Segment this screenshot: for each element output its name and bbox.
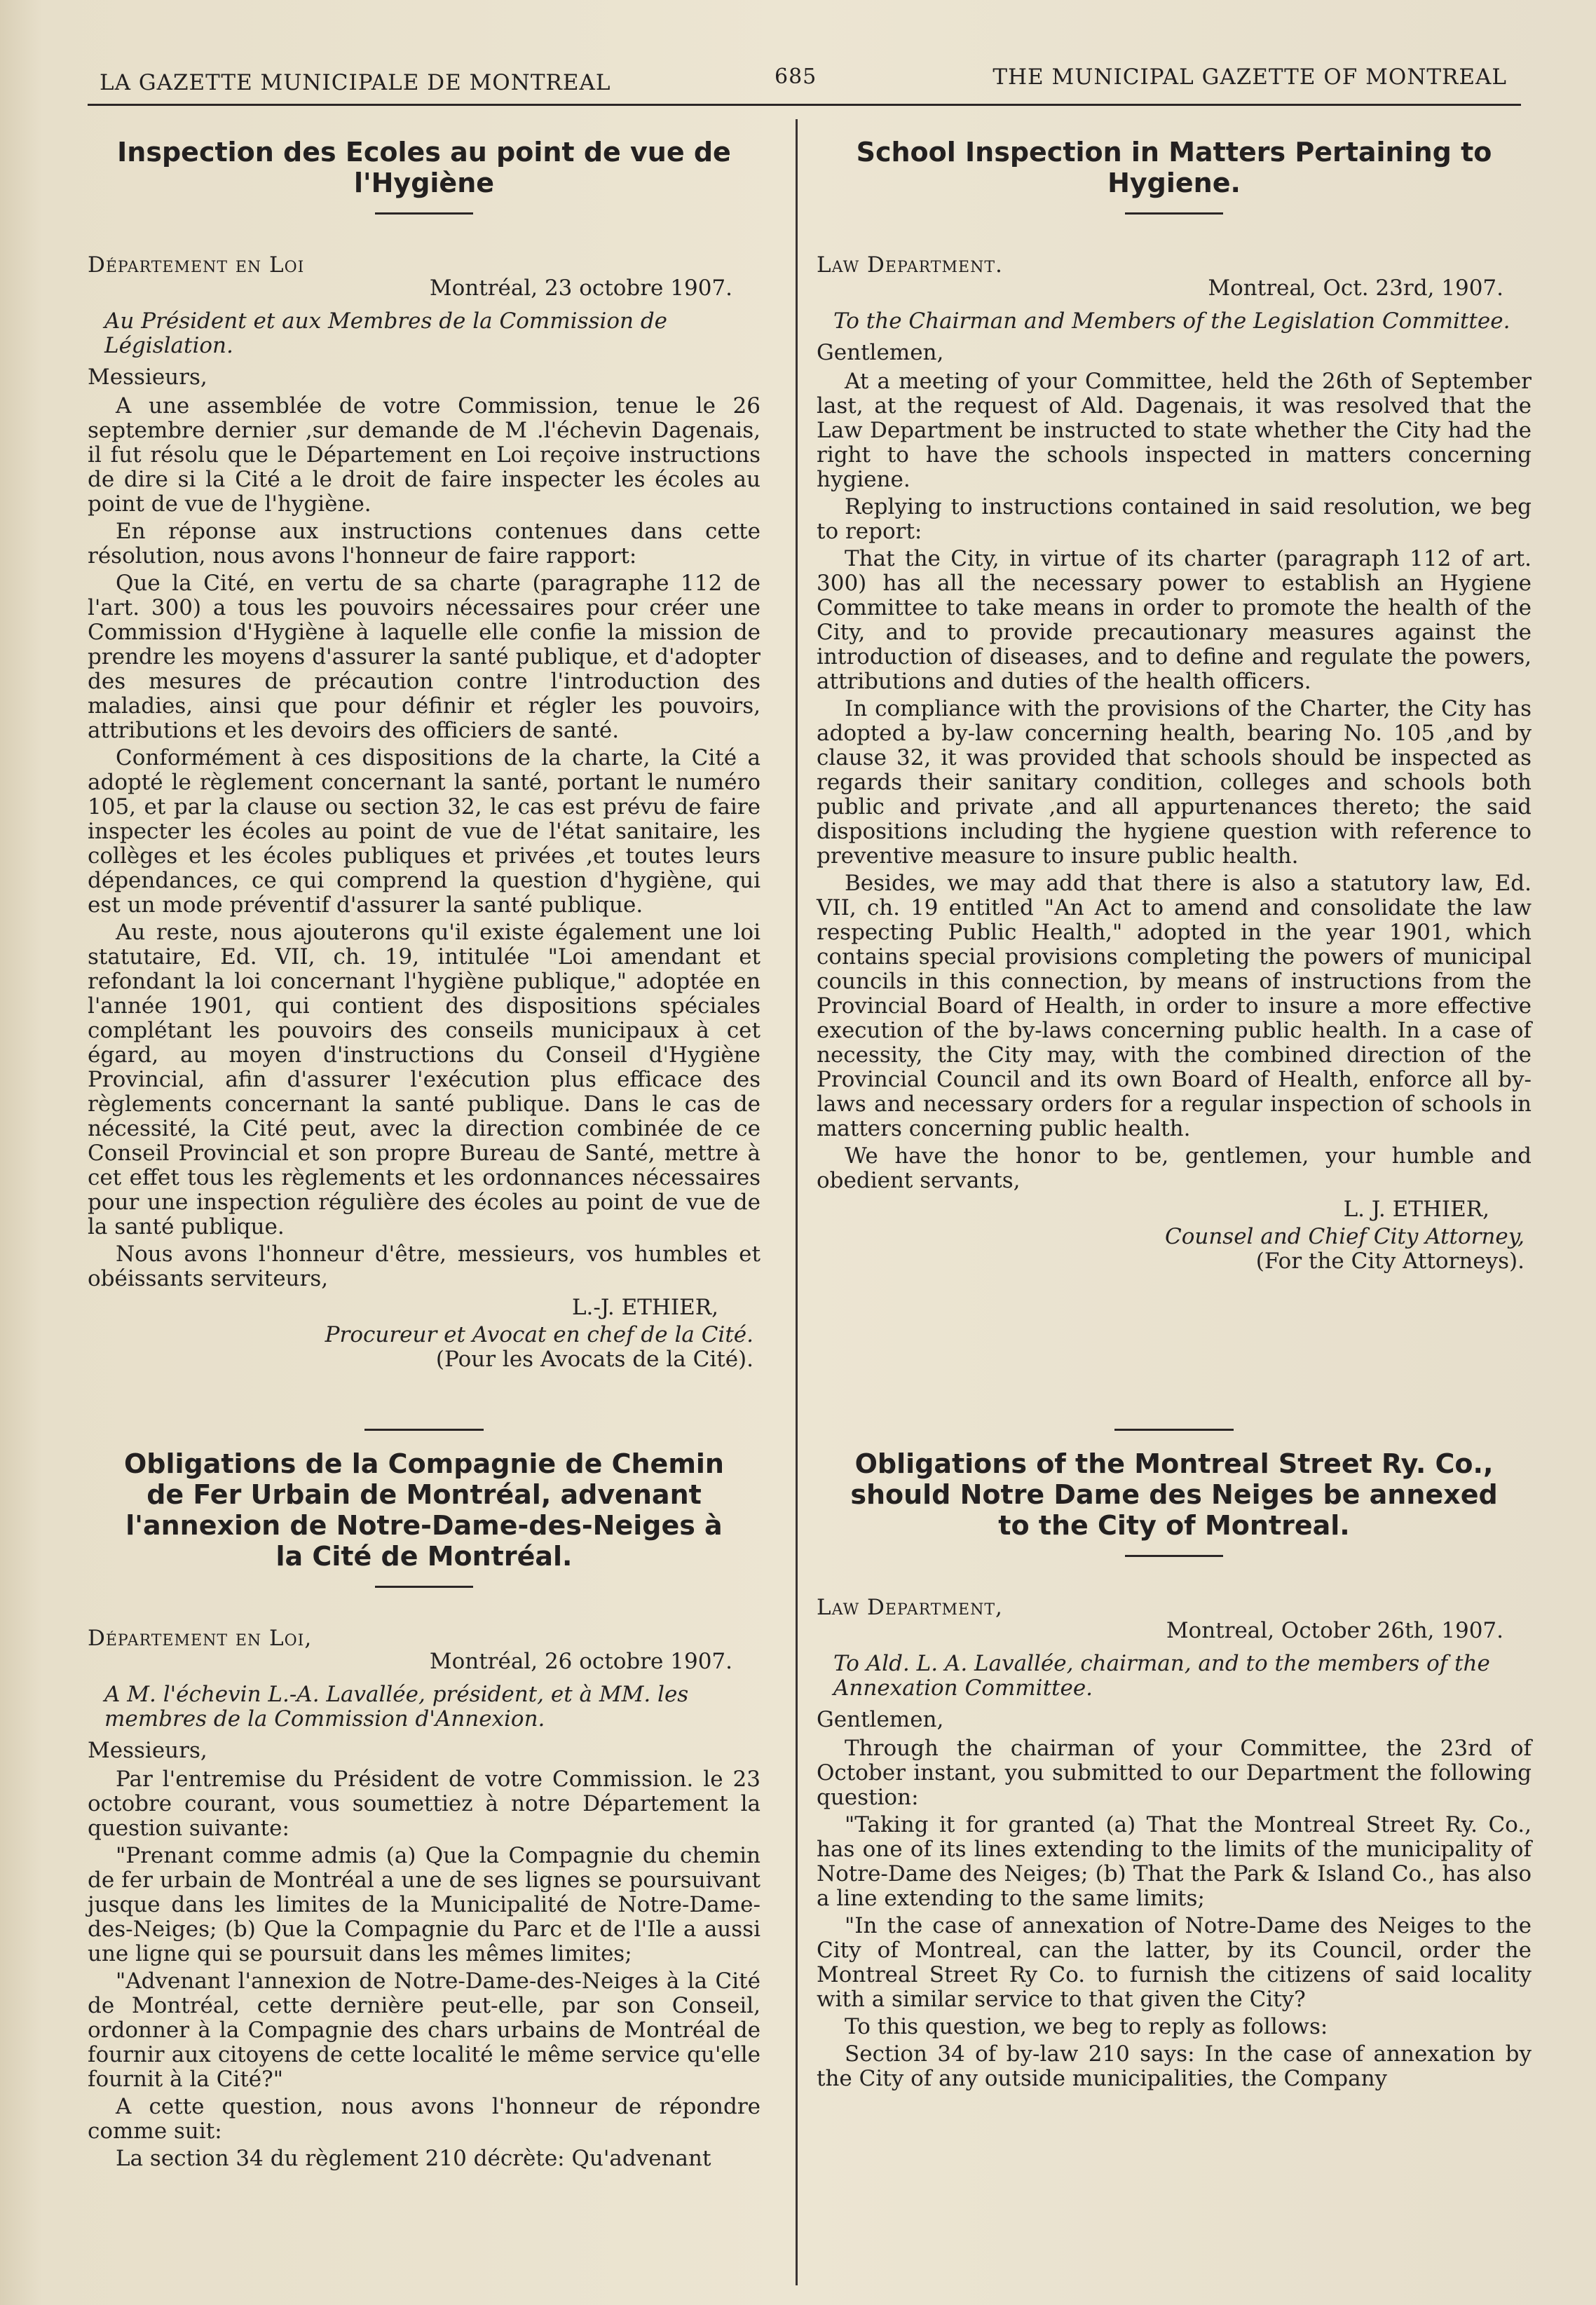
- title-rule: [375, 1586, 473, 1588]
- signature-title: Procureur et Avocat en chef de la Cité.: [325, 1322, 753, 1347]
- paragraph: At a meeting of your Committee, held the 26th of September last, at the request of Ald. Dagenais, it was resolved that the Law Department be instructed to state whether the City had the right to have the schools inspected in matters concerning hygiene.: [817, 369, 1532, 492]
- article-date: Montreal, Oct. 23rd, 1907.: [1208, 276, 1503, 301]
- article-date: Montréal, 26 octobre 1907.: [429, 1649, 732, 1674]
- header-rule: [88, 104, 1521, 106]
- page-header: [91, 64, 1507, 107]
- signature-title: Counsel and Chief City Attorney,: [1164, 1224, 1525, 1249]
- article-title: Obligations of the Montreal Street Ry. Co., should Notre Dame des Neiges be annexed to the City of Montreal.: [850, 1448, 1498, 1541]
- address-line: To the Chairman and Members of the Legislation Committee.: [833, 308, 1510, 334]
- article-date: Montreal, October 26th, 1907.: [1166, 1618, 1503, 1643]
- paragraph: We have the honor to be, gentlemen, your humble and obedient servants,: [817, 1143, 1532, 1193]
- article-title: School Inspection in Matters Pertaining to Hygiene.: [856, 137, 1492, 198]
- paragraph: Through the chairman of your Committee, the 23rd of October instant, you submitted to our Department the following question:: [817, 1736, 1532, 1810]
- department-label: Département en Loi,: [88, 1626, 313, 1651]
- english-article-2: [817, 1448, 1532, 2091]
- paragraph: La section 34 du règlement 210 décrète: Qu'advenant: [116, 2146, 711, 2171]
- french-article-1: [88, 137, 761, 1409]
- paragraph: To this question, we beg to reply as follows:: [845, 2014, 1328, 2039]
- signature-note: (For the City Attorneys).: [1255, 1249, 1525, 1274]
- department-label: Law Department.: [817, 252, 1003, 278]
- paragraph: A une assemblée de votre Commission, tenue le 26 septembre dernier ,sur demande de M .l'échevin Dagenais, il fut résolu que le Département en Loi reçoive instructions de dire si la Cité a le droit de faire inspecter les écoles au point de vue de l'hygiène.: [88, 393, 761, 517]
- paragraph: In compliance with the provisions of the Charter, the City has adopted a by-law concerning health, bearing No. 105 ,and by clause 32, it was provided that schools should be inspected as regards their sanitary condition, colleges and schools both public and private ,and all appurtenances thereto; the said dispositions including the hygiene question with reference to preventive measure to insure public health.: [817, 696, 1532, 869]
- title-rule: [375, 212, 473, 215]
- paragraph: Par l'entremise du Président de votre Commission. le 23 octobre courant, vous soumettiez à notre Département la question suivante:: [88, 1767, 761, 1841]
- paragraph: Au reste, nous ajouterons qu'il existe également une loi statutaire, Ed. VII, ch. 19, intitulée "Loi amendant et refondant la loi concernant l'hygiène publique," adoptée en l'année 1901, qui contient des dispositions spéciales complétant les pouvoirs des conseils municipaux à cet égard, au moyen d'instructions du Conseil d'Hygiène Provincial, afin d'assurer l'exécution plus efficace des règlements concernant la santé publique. Dans le cas de nécessité, la Cité peut, avec la direction combinée de ce Conseil Provincial et son propre Bureau de Santé, mettre à cet effet tous les règlements et les ordonnances nécessaires pour une inspection régulière des écoles au point de vue de la santé publique.: [88, 920, 761, 1239]
- article-title: Inspection des Ecoles au point de vue de l'Hygiène: [117, 137, 731, 198]
- address-line: To Ald. L. A. Lavallée, chairman, and to the members of the Annexation Committee.: [833, 1651, 1490, 1701]
- paragraph: Nous avons l'honneur d'être, messieurs, vos humbles et obéissants serviteurs,: [88, 1242, 761, 1291]
- salutation: Messieurs,: [88, 365, 207, 390]
- title-rule: [1125, 212, 1223, 215]
- section-rule: [364, 1429, 484, 1431]
- english-article-1: [817, 137, 1532, 1409]
- salutation: Gentlemen,: [817, 340, 944, 365]
- paragraph: Replying to instructions contained in said resolution, we beg to report:: [817, 494, 1532, 544]
- title-rule: [1125, 1555, 1223, 1557]
- salutation: Messieurs,: [88, 1738, 207, 1763]
- french-article-2: [88, 1448, 761, 2171]
- signature: L. J. ETHIER,: [1343, 1197, 1489, 1222]
- article-date: Montréal, 23 octobre 1907.: [429, 276, 732, 301]
- paragraph: Besides, we may add that there is also a statutory law, Ed. VII, ch. 19 entitled "An Act to amend and consolidate the law respecting Public Health," adopted in the year 1901, which contains special provisions completing the powers of municipal councils in this connection, by means of instructions from the Provincial Board of Health, in order to insure a more effective execution of the by-laws concerning public health. In a case of necessity, the City may, with the combined direction of the Provincial Council and its own Board of Health, enforce all by-laws and necessary orders for a regular inspection of schools in matters concerning public health.: [817, 871, 1532, 1141]
- paragraph: "Prenant comme admis (a) Que la Compagnie du chemin de fer urbain de Montréal a une de ses lignes se poursuivant jusque dans les limites de la Municipalité de Notre-Dame-des-Neiges; (b) Que la Compagnie du Parc et de l'Ile a aussi une ligne qui se poursuit dans les mêmes limites;: [88, 1843, 761, 1966]
- paragraph: Section 34 of by-law 210 says: In the case of annexation by the City of any outside municipalities, the Company: [817, 2041, 1532, 2091]
- column-divider: [796, 119, 798, 2285]
- paragraph: "In the case of annexation of Notre-Dame des Neiges to the City of Montreal, can the latter, by its Council, order the Montreal Street Ry Co. to furnish the citizens of said locality with a similar service to that given the City?: [817, 1913, 1532, 2012]
- department-label: Law Department,: [817, 1595, 1003, 1620]
- address-line: A M. l'échevin L.-A. Lavallée, président, et à MM. les membres de la Commission d'Annexion.: [104, 1682, 689, 1732]
- signature-note: (Pour les Avocats de la Cité).: [435, 1347, 753, 1372]
- header-french-title: LA GAZETTE MUNICIPALE DE MONTREAL: [100, 70, 611, 95]
- header-english-title: THE MUNICIPAL GAZETTE OF MONTREAL: [993, 64, 1507, 90]
- paragraph: Que la Cité, en vertu de sa charte (paragraphe 112 de l'art. 300) a tous les pouvoirs nécessaires pour créer une Commission d'Hygiène à laquelle elle confie la mission de prendre les moyens d'assurer la santé publique, et d'adopter des mesures de précaution contre l'introduction des maladies, ainsi que pour définir et régler les pouvoirs, attributions et les devoirs des officiers de santé.: [88, 571, 761, 743]
- department-label: Département en Loi: [88, 252, 305, 278]
- signature: L.-J. ETHIER,: [571, 1295, 718, 1320]
- english-column: [817, 119, 1532, 2094]
- article-title: Obligations de la Compagnie de Chemin de Fer Urbain de Montréal, advenant l'annexion de Notre-Dame-des-Neiges à la Cité de Montréal.: [123, 1448, 724, 1572]
- paragraph: Conformément à ces dispositions de la charte, la Cité a adopté le règlement concernant la santé, portant le numéro 105, et par la clause ou section 32, le cas est prévu de faire inspecter les écoles au point de vue de l'état sanitaire, les collèges et les écoles publiques et privées ,et toutes leurs dépendances, ce qui comprend la question d'hygiène, qui est un mode préventif d'assurer la santé publique.: [88, 745, 761, 918]
- section-rule: [1114, 1429, 1234, 1431]
- paragraph: A cette question, nous avons l'honneur de répondre comme suit:: [88, 2094, 761, 2144]
- french-column: [88, 119, 761, 2174]
- paragraph: That the City, in virtue of its charter (paragraph 112 of art. 300) has all the necessary power to establish an Hygiene Committee to take means in order to promote the health of the City, and to provide precautionary measures against the introduction of diseases, and to define and regulate the powers, attributions and duties of the health officers.: [817, 546, 1532, 694]
- salutation: Gentlemen,: [817, 1707, 944, 1732]
- address-line: Au Président et aux Membres de la Commission de Législation.: [104, 308, 668, 358]
- paragraph: En réponse aux instructions contenues dans cette résolution, nous avons l'honneur de faire rapport:: [88, 519, 761, 569]
- page-number: 685: [775, 64, 817, 89]
- paragraph: "Taking it for granted (a) That the Montreal Street Ry. Co., has one of its lines extending to the limits of the municipality of Notre-Dame des Neiges; (b) That the Park & Island Co., has also a line extending to the same limits;: [817, 1812, 1532, 1911]
- paragraph: "Advenant l'annexion de Notre-Dame-des-Neiges à la Cité de Montréal, cette dernière peut-elle, par son Conseil, ordonner à la Compagnie des chars urbains de Montréal de fournir aux citoyens de cette localité le même service qu'elle fournit à la Cité?": [88, 1969, 761, 2092]
